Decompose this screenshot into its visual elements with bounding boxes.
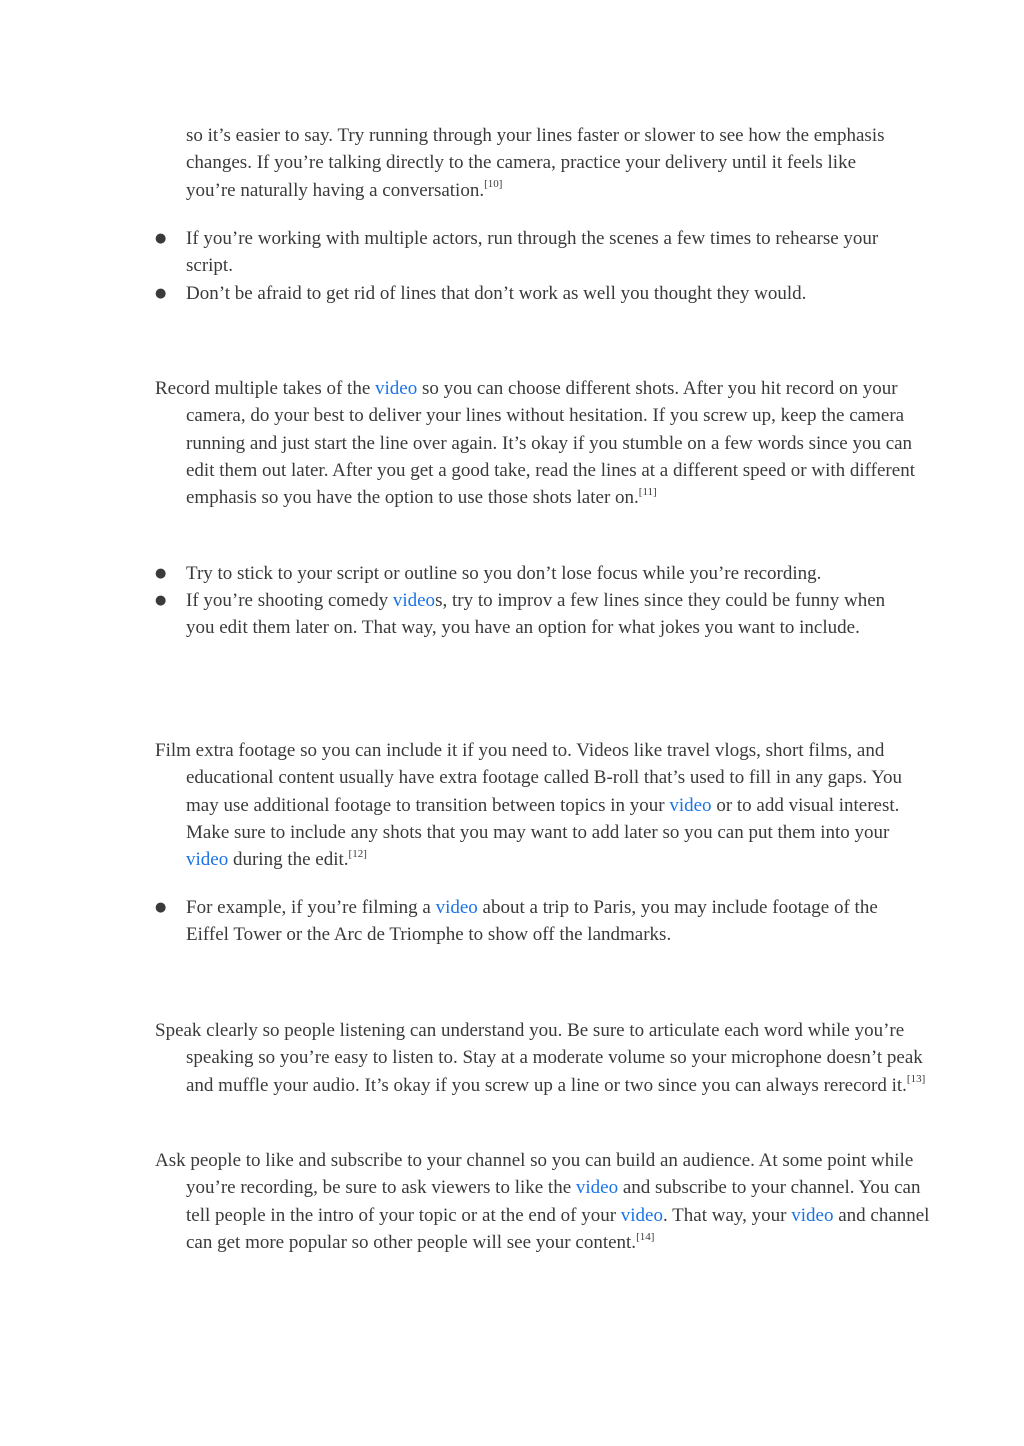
list-item-text: Try to stick to your script or outline so you don’t lose focus while you’re recording. bbox=[186, 563, 822, 584]
bullet-icon: ● bbox=[155, 900, 167, 915]
list-item-text-part: about a trip to Paris, you may include footage of the Eiffel Tower or the Arc de Triomphe to show off the landmarks. bbox=[186, 897, 878, 946]
citation-ref[interactable]: [14] bbox=[636, 1230, 655, 1243]
video-link[interactable]: video bbox=[669, 794, 712, 816]
video-link[interactable]: video bbox=[392, 590, 436, 611]
paragraph-text: Speak clearly so people listening can understand you. Be sure to articulate each word while you’re speaking so you’re easy to listen to. Stay at a moderate volume so your microphone doesn’t peak and muffle your audio. It’s okay if you screw up a line or two since you can always rerecord it. bbox=[155, 1020, 923, 1096]
video-link[interactable]: video bbox=[435, 897, 478, 918]
list-item-text: Don’t be afraid to get rid of lines that don’t work as well you thought they would. bbox=[186, 283, 807, 304]
continued-paragraph bbox=[186, 122, 900, 204]
list-item bbox=[155, 894, 900, 949]
paragraph-text: . That way, your bbox=[663, 1204, 792, 1226]
paragraph-text: during the edit. bbox=[228, 849, 349, 871]
step-paragraph-extra-footage bbox=[155, 737, 931, 873]
list-item-text-part: For example, if you’re filming a bbox=[186, 897, 436, 918]
list-item-text: If you’re working with multiple actors, run through the scenes a few times to rehearse your script. bbox=[186, 228, 879, 277]
list-item bbox=[155, 560, 900, 587]
list-item-text bbox=[186, 894, 900, 949]
step-paragraph-like-subscribe bbox=[155, 1147, 931, 1256]
video-link[interactable]: video bbox=[186, 849, 229, 871]
list-item-text-part: If you’re shooting comedy bbox=[186, 590, 393, 611]
paragraph-text: Film extra footage so you can include it if you need to. Videos like travel vlogs, short films, and educational content usually have extra footage called B-roll that’s used to fill in any gaps. You may use additional footage to transition between topics in your bbox=[155, 740, 903, 816]
citation-ref[interactable]: [10] bbox=[484, 178, 503, 191]
bullet-icon: ● bbox=[155, 566, 167, 581]
bullet-icon: ● bbox=[155, 593, 167, 608]
step-paragraph-speak-clearly bbox=[155, 1017, 931, 1099]
paragraph-text: Ask people to like and subscribe to your channel so you can build an audience. At some point while you’re recording, be sure to ask viewers to like the bbox=[155, 1150, 914, 1199]
bullet-icon: ● bbox=[155, 286, 167, 301]
paragraph-text: or to add visual interest. Make sure to include any shots that you may want to add later so you can put them into your bbox=[186, 794, 900, 843]
list-item-text-part: s, try to improv a few lines since they could be funny when you edit them later on. That way, you have an option for what jokes you want to include. bbox=[186, 590, 886, 639]
bullet-icon: ● bbox=[155, 231, 167, 246]
video-link[interactable]: video bbox=[375, 378, 418, 399]
citation-ref[interactable]: [12] bbox=[348, 847, 367, 860]
paragraph-text: Record multiple takes of the bbox=[155, 378, 376, 399]
citation-ref[interactable]: [13] bbox=[906, 1073, 926, 1086]
video-link[interactable]: video bbox=[791, 1204, 834, 1226]
paragraph-text: and subscribe to your channel. You can tell people in the intro of your topic or at the end of your bbox=[186, 1177, 921, 1226]
paragraph-text: and channel can get more popular so other people will see your content. bbox=[186, 1204, 930, 1253]
list-item bbox=[155, 225, 900, 280]
video-link[interactable]: video bbox=[620, 1204, 663, 1226]
list-item bbox=[155, 280, 900, 307]
video-link[interactable]: video bbox=[575, 1177, 619, 1199]
list-item bbox=[155, 587, 900, 642]
step-paragraph-record-takes bbox=[155, 375, 931, 511]
citation-ref[interactable]: [11] bbox=[638, 485, 657, 498]
list-item-text bbox=[186, 587, 900, 642]
paragraph-text: so you can choose different shots. After you hit record on your camera, do your best to deliver your lines without hesitation. If you screw up, keep the camera running and just start the line over again. It’s okay if you stumble on a few words since you can edit them out later. After you get a good take, read the lines at a different speed or with different emphasis so you have the option to use those shots later on. bbox=[186, 378, 915, 509]
paragraph-text: so it’s easier to say. Try running through your lines faster or slower to see how the emphasis changes. If you’re talking directly to the camera, practice your delivery until it feels like you’re naturally having a conversation. bbox=[186, 125, 885, 201]
